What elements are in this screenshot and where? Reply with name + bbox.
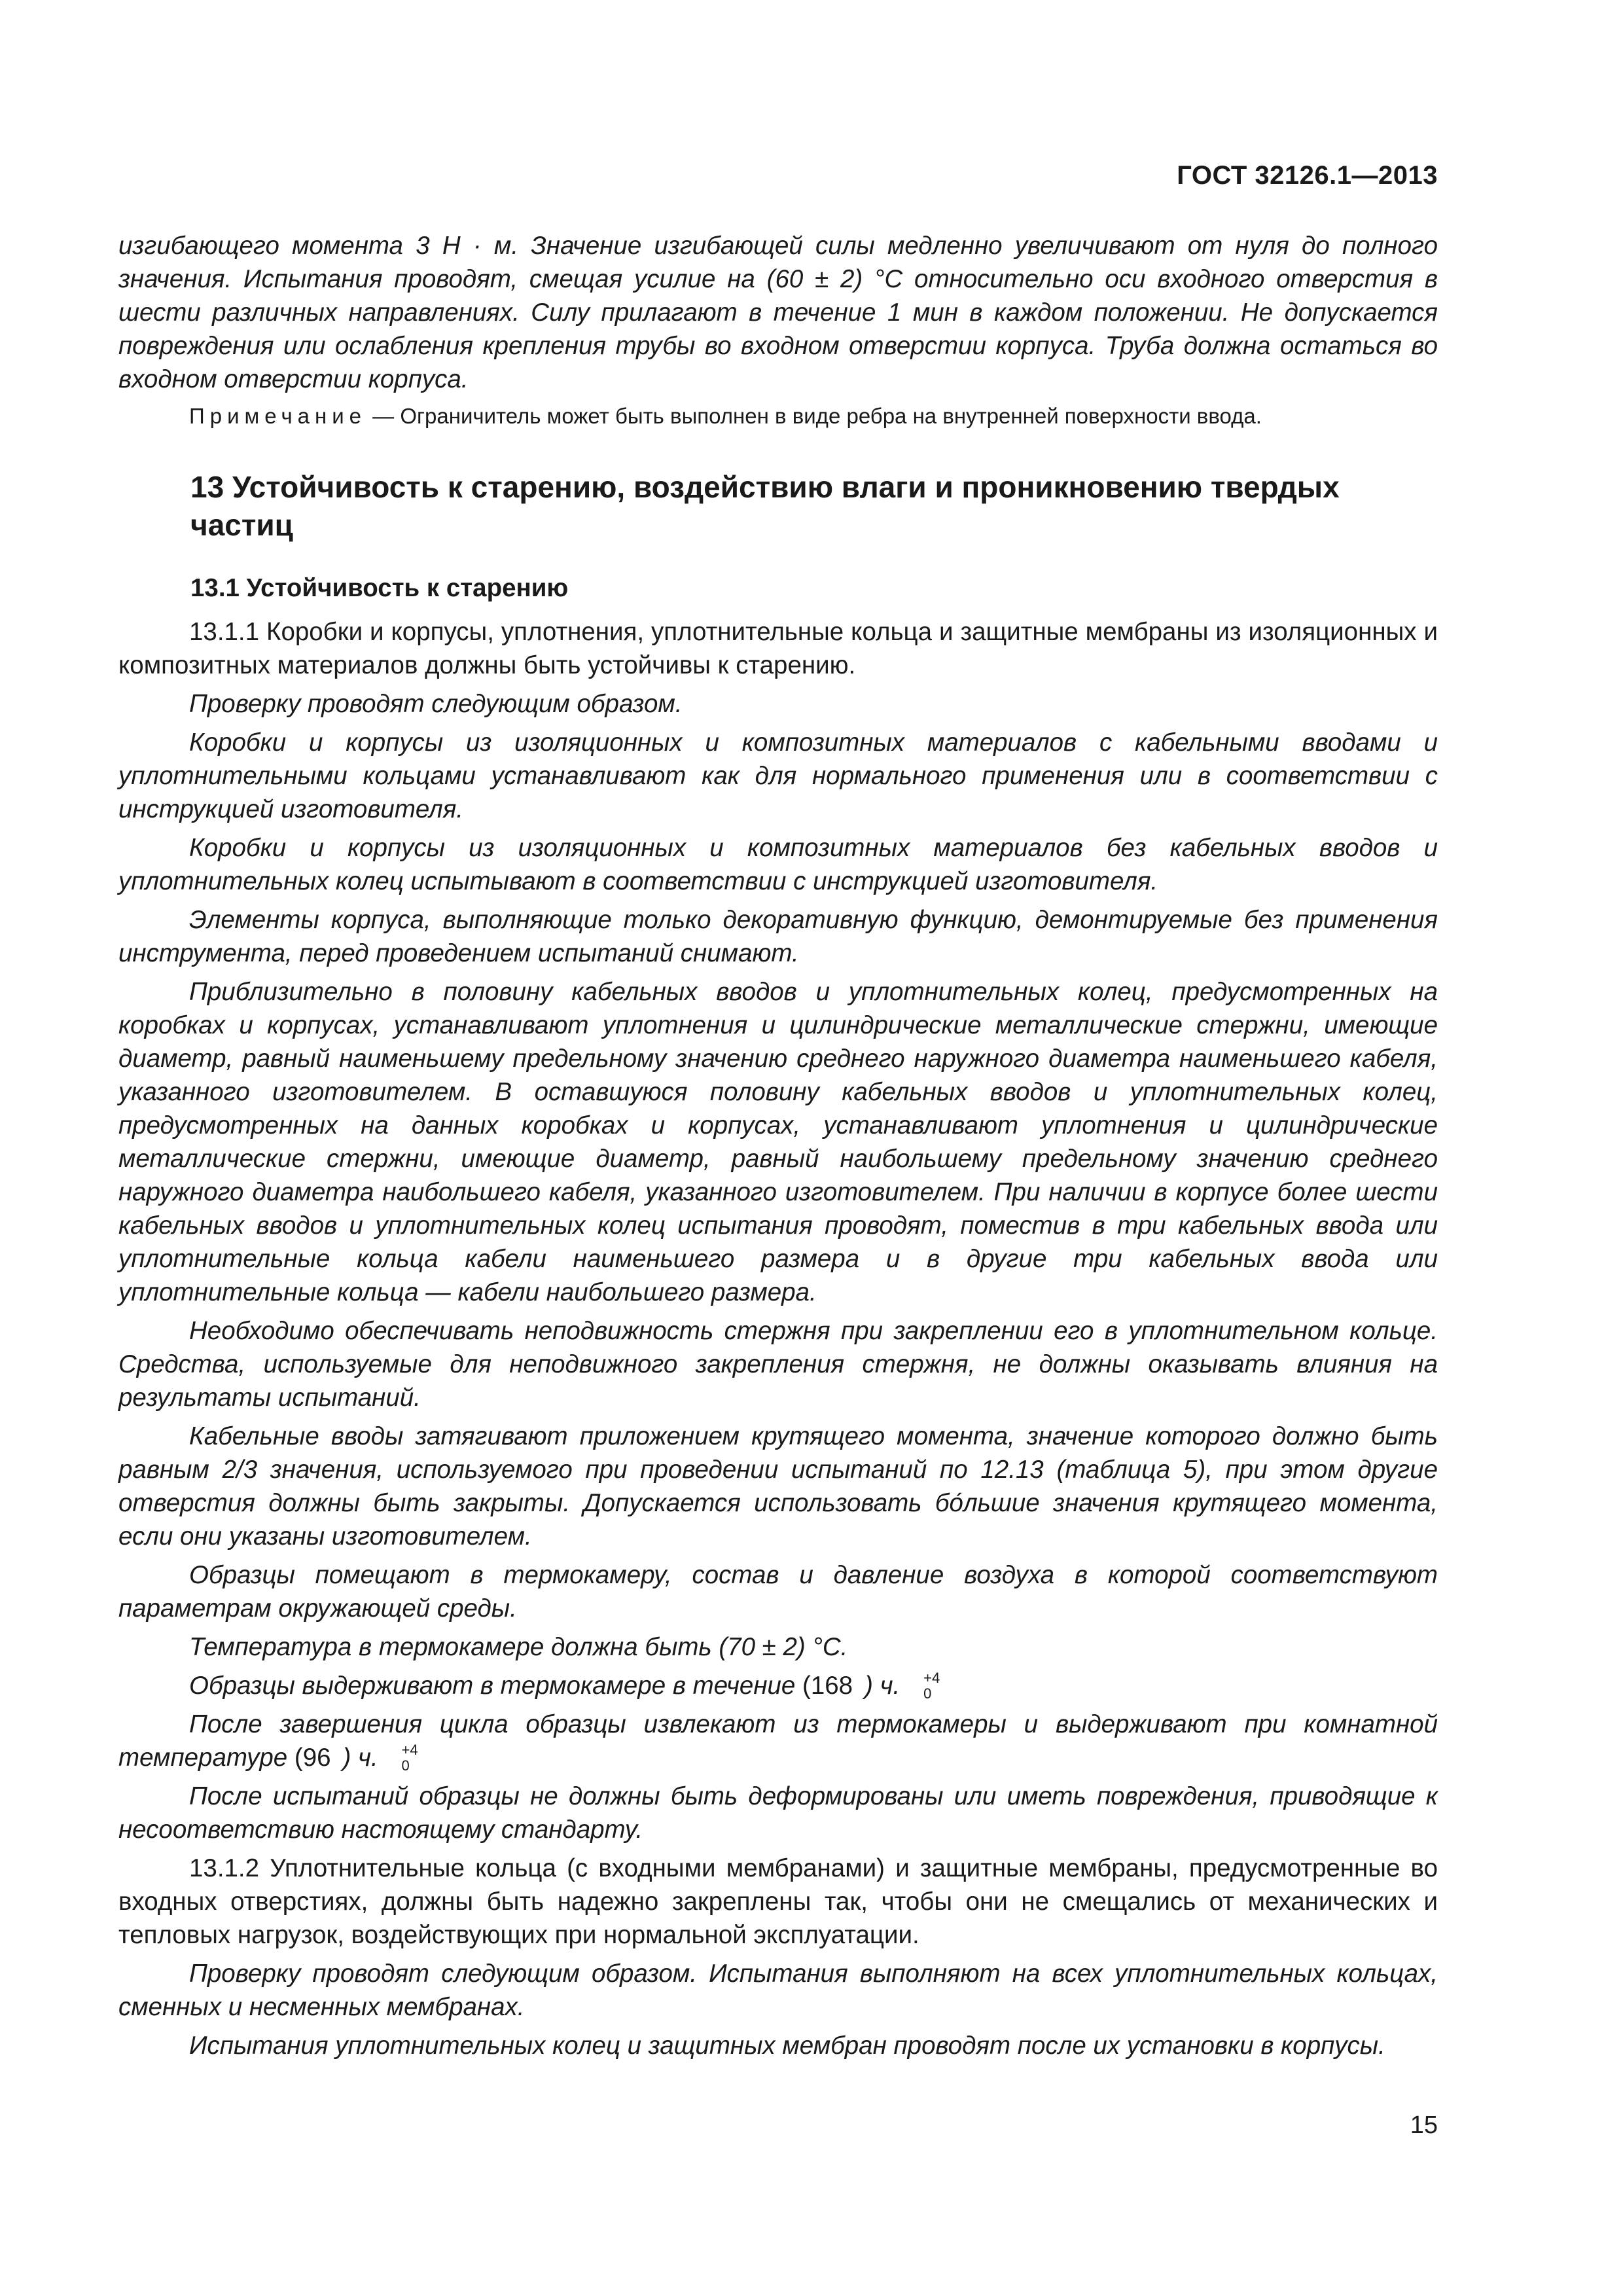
page-number: 15 — [1410, 2111, 1438, 2139]
room-temperature-value: (96 — [294, 1744, 331, 1772]
section-13-1-heading: 13.1 Устойчивость к старению — [190, 574, 569, 602]
paragraph-rods-installation: Приблизительно в половину кабельных вводов и уплотнительных колец, предусмотренных на коробках и корпусах, устанавливают уплотнения и цилиндрические металлические стержни, имеющие диаметр, равный наименьшему предельному значению среднего наружного диаметра наименьшего кабеля, указанного изготовителем. В оставшуюся половину кабельных вводов и уплотнительных колец, предусмотренных на данных коробках и корпусах, устанавливают уплотнения и цилиндрические металлические стержни, имеющие диаметр, равный наибольшему предельному значению среднего наружного диаметра наибольшего кабеля, указанного изготовителем. При наличии в корпусе более шести кабельных вводов и уплотнительных колец испытания проводят, поместив в три кабельных ввода или уплотнительные кольца кабели наименьшего размера и в другие три кабельных ввода или уплотнительные кольца — кабели наибольшего размера. — [118, 978, 1438, 1306]
tolerance-lower: 0 — [923, 1685, 932, 1702]
paragraph-room-temperature — [118, 1708, 1438, 1774]
room-temperature-unit: ) ч. — [342, 1744, 378, 1772]
paragraph-check-all-rings: Проверку проводят следующим образом. Испытания выполняют на всех уплотнительных кольцах, сменных и несменных мембранах. — [118, 1960, 1438, 2021]
room-temperature-tolerance — [331, 1741, 418, 1774]
exposure-tolerance — [853, 1669, 940, 1702]
section-13-heading: 13 Устойчивость к старению, воздействию влаги и проникновению твердых частиц — [190, 470, 1340, 542]
tolerance-upper: +4 — [401, 1741, 418, 1758]
note-label: Примечание — [189, 404, 367, 428]
document-id-header: ГОСТ 32126.1—2013 — [1177, 161, 1438, 190]
paragraph-thermal-chamber: Образцы помещают в термокамеру, состав и давление воздуха в которой соответствуют параметрам окружающей среды. — [118, 1561, 1438, 1623]
note-text: — Ограничитель может быть выполнен в виде ребра на внутренней поверхности ввода. — [366, 404, 1262, 428]
note — [118, 401, 1438, 431]
paragraph-decorative-elements: Элементы корпуса, выполняющие только декоративную функцию, демонтируемые без применения инструмента, перед проведением испытаний снимают. — [118, 906, 1438, 967]
document-body — [118, 229, 1438, 2068]
paragraph-without-entries: Коробки и корпусы из изоляционных и композитных материалов без кабельных вводов и уплотнительных колец испытывают в соответствии с инструкцией изготовителя. — [118, 834, 1438, 895]
tolerance-upper: +4 — [923, 1669, 940, 1686]
document-page — [118, 0, 1438, 2296]
paragraph-with-entries: Коробки и корпусы из изоляционных и композитных материалов с кабельными вводами и уплотнительными кольцами устанавливают как для нормального применения или в соответствии с инструкцией изготовителя. — [118, 728, 1438, 823]
paragraph-bending-test: изгибающего момента 3 Н · м. Значение изгибающей силы медленно увеличивают от нуля до полного значения. Испытания проводят, смещая усилие на (60 ± 2) °С относительно оси входного отверстия в шести различных направлениях. Силу прилагают в течение 1 мин в каждом положении. Не допускается повреждения или ослабления крепления трубы во входном отверстии корпуса. Труба должна остаться во входном отверстии корпуса. — [118, 232, 1438, 393]
paragraph-after-tests: После испытаний образцы не должны быть деформированы или иметь повреждения, приводящие к несоответствию настоящему стандарту. — [118, 1782, 1438, 1844]
paragraph-exposure-time — [118, 1669, 1438, 1702]
clause-13-1-2: 13.1.2 Уплотнительные кольца (с входными мембранами) и защитные мембраны, предусмотренные во входных отверстиях, должны быть надежно закреплены так, чтобы они не смещались от механических и тепловых нагрузок, воздействующих при нормальной эксплуатации. — [118, 1854, 1438, 1949]
paragraph-check-method: Проверку проводят следующим образом. — [189, 690, 683, 718]
exposure-unit: ) ч. — [865, 1672, 901, 1700]
exposure-text: Образцы выдерживают в термокамере в течение — [189, 1672, 803, 1700]
paragraph-after-installation: Испытания уплотнительных колец и защитных мембран проводят после их установки в корпусы. — [189, 2032, 1385, 2060]
paragraph-temperature: Температура в термокамере должна быть (70 ± 2) °С. — [189, 1633, 848, 1661]
clause-13-1-1: 13.1.1 Коробки и корпусы, уплотнения, уплотнительные кольца и защитные мембраны из изоляционных и композитных материалов должны быть устойчивы к старению. — [118, 618, 1438, 679]
paragraph-torque: Кабельные вводы затягивают приложением крутящего момента, значение которого должно быть равным 2/3 значения, используемого при проведении испытаний по 12.13 (таблица 5), при этом другие отверстия должны быть закрыты. Допускается использовать бо́льшие значения крутящего момента, если они указаны изготовителем. — [118, 1422, 1438, 1551]
tolerance-lower: 0 — [401, 1757, 410, 1774]
paragraph-rod-fixation: Необходимо обеспечивать неподвижность стержня при закреплении его в уплотнительном кольце. Средства, используемые для неподвижного закрепления стержня, не должны оказывать влияния на результаты испытаний. — [118, 1317, 1438, 1412]
exposure-value: (168 — [802, 1672, 853, 1700]
room-temperature-text: После завершения цикла образцы извлекают из термокамеры и выдерживают при комнатной температуре — [118, 1710, 1438, 1772]
